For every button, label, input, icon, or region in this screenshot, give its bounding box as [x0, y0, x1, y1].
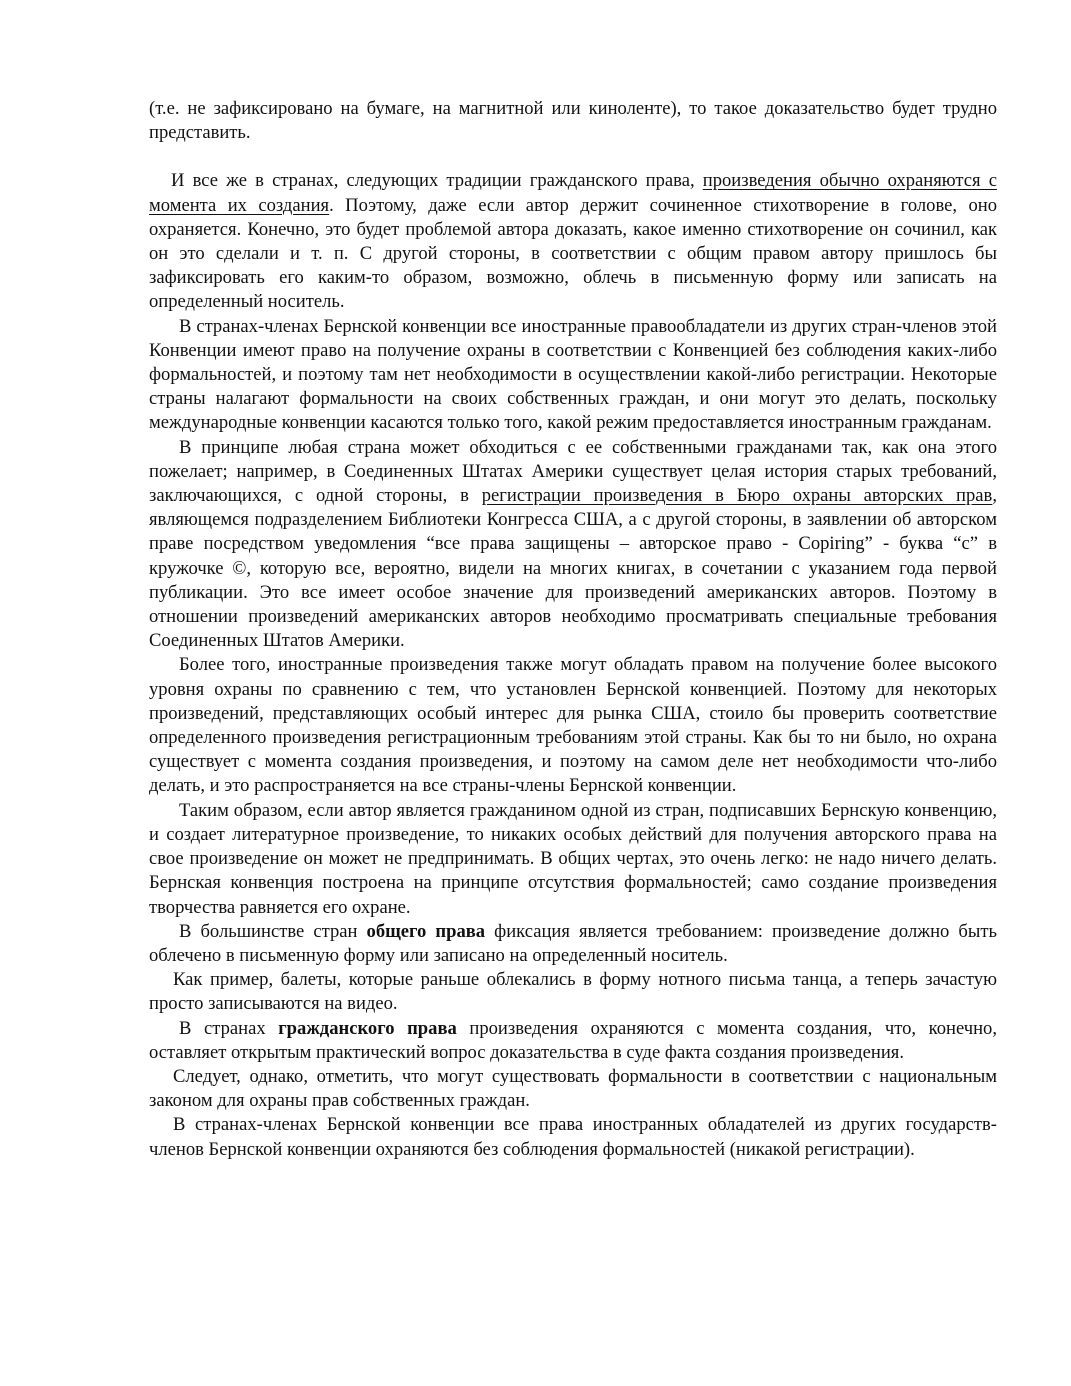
paragraph-7	[149, 920, 997, 968]
p2-underlined-phrase: произведения обычно охраняются с момента их создания	[149, 170, 997, 216]
p9-text-a: В странах	[179, 1017, 279, 1039]
paragraph-3	[149, 315, 997, 436]
p4-text-b: , являющемся подразделением Библиотеки Конгресса США, а с другой стороны, в заявлении об авторском праве посредством уведомления “все права защищены – авторское право - Copiring” - буква “с” в кружочке ©, которую все, вероятно, видели на многих книгах, в сочетании с указанием года первой публикации. Это все имеет особое значение для произведений американских авторов. Поэтому в отношении произведений американских авторов необходимо просматривать специальные требования Соединенных Штатов Америки.	[149, 485, 997, 652]
paragraph-2	[149, 169, 997, 314]
document-page	[149, 97, 997, 1162]
paragraph-9	[149, 1017, 997, 1065]
p8-text: Как пример, балеты, которые раньше облекались в форму нотного письма танца, а теперь зачастую просто записываются на видео.	[149, 969, 997, 1015]
paragraph-8	[149, 968, 997, 1016]
p9-bold-term: гражданского права	[278, 1017, 457, 1039]
paragraph-1	[149, 97, 997, 145]
paragraph-5	[149, 653, 997, 798]
p3-text: В странах-членах Бернской конвенции все иностранные правообладатели из других стран-членов этой Конвенции имеют право на получение охраны в соответствии с Конвенцией без соблюдения каких-либо формальностей, и поэтому там нет необходимости в осуществлении какой-либо регистрации. Некоторые страны налагают формальности на своих собственных граждан, и они могут это делать, поскольку международные конвенции касаются только того, какой режим предоставляется иностранным гражданам.	[149, 315, 997, 434]
paragraph-4	[149, 436, 997, 654]
p4-underlined-phrase: регистрации произведения в Бюро охраны авторских прав	[481, 485, 993, 507]
p7-text-a: В большинстве стран	[179, 920, 367, 942]
paragraph-10	[149, 1065, 997, 1113]
paragraph-11	[149, 1113, 997, 1161]
p9-text-b: произведения охраняются с момента создания, что, конечно, оставляет открытым практический вопрос доказательства в суде факта создания произведения.	[149, 1017, 997, 1063]
p6-text: Таким образом, если автор является гражданином одной из стран, подписавших Бернскую конвенцию, и создает литературное произведение, то никаких особых действий для получения авторского права на свое произведение он может не предпринимать. В общих чертах, это очень легко: не надо ничего делать. Бернская конвенция построена на принципе отсутствия формальностей; само создание произведения творчества равняется его охране.	[149, 799, 997, 918]
p4-text-a: В принципе любая страна может обходиться с ее собственными гражданами так, как она этого пожелает; например, в Соединенных Штатах Америки существует целая история старых требований, заключающихся, с одной стороны, в	[149, 436, 997, 507]
p7-text-b: фиксация является требованием: произведение должно быть облечено в письменную форму или записано на определенный носитель.	[149, 920, 997, 966]
p2-text-b: . Поэтому, даже если автор держит сочиненное стихотворение в голове, оно охраняется. Конечно, это будет проблемой автора доказать, какое именно стихотворение он сочинил, как он это сделали и т. п. С другой стороны, в соответствии с общим правом автору пришлось бы зафиксировать его каким-то образом, возможно, облечь в письменную форму или записать на определенный носитель.	[149, 194, 997, 313]
paragraph-6	[149, 799, 997, 920]
p1-text: (т.е. не зафиксировано на бумаге, на магнитной или киноленте), то такое доказательство будет трудно представить.	[149, 98, 997, 144]
p11-text: В странах-членах Бернской конвенции все права иностранных обладателей из других государств-членов Бернской конвенции охраняются без соблюдения формальностей (никакой регистрации).	[149, 1114, 997, 1160]
p2-text-a: И все же в странах, следующих традиции гражданского права,	[171, 170, 703, 192]
p10-text: Следует, однако, отметить, что могут существовать формальности в соответствии с национальным законом для охраны прав собственных граждан.	[149, 1065, 997, 1112]
p7-bold-term: общего права	[366, 920, 486, 942]
p5-text: Более того, иностранные произведения также могут обладать правом на получение более высокого уровня охраны по сравнению с тем, что установлен Бернской конвенцией. Поэтому для некоторых произведений, представляющих особый интерес для рынка США, стоило бы проверить соответствие определенного произведения регистрационным требованиям этой страны. Как бы то ни было, но охрана существует с момента создания произведения, и поэтому на самом деле нет необходимости что-либо делать, и это распространяется на все страны-члены Бернской конвенции.	[149, 654, 997, 797]
